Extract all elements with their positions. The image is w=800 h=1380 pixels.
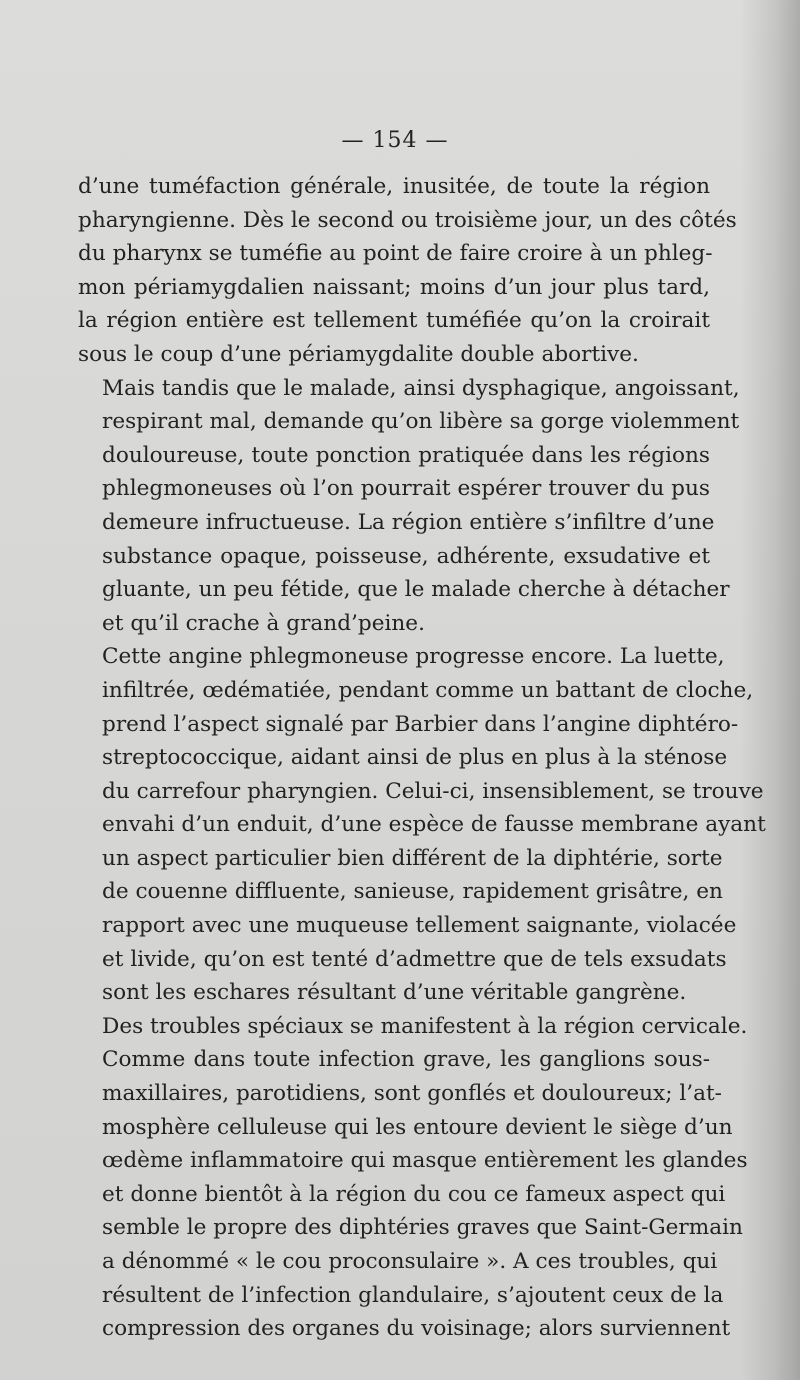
text-line: la région entière est tellement tuméfiée qu’on la croirait bbox=[78, 308, 710, 334]
body-text bbox=[78, 170, 766, 1346]
text-line: du carrefour pharyngien. Celui-ci, insensiblement, se trouve bbox=[102, 778, 764, 804]
paragraph-3 bbox=[78, 640, 766, 1010]
text-line: demeure infructueuse. La région entière s’infiltre d’une bbox=[102, 509, 715, 535]
text-line: du pharynx se tuméfie au point de faire croire à un phleg- bbox=[78, 241, 713, 267]
paragraph-4 bbox=[78, 1010, 748, 1346]
text-line: et livide, qu’on est tenté d’admettre que de tels exsudats bbox=[102, 946, 727, 972]
text-line: prend l’aspect signalé par Barbier dans l’angine diphtéro- bbox=[102, 711, 739, 737]
text-line: phlegmoneuses où l’on pourrait espérer trouver du pus bbox=[102, 476, 710, 502]
text-line: semble le propre des diphtéries graves que Saint-Germain bbox=[102, 1215, 743, 1241]
text-line: douloureuse, toute ponction pratiquée dans les régions bbox=[102, 442, 710, 468]
text-line: et qu’il crache à grand’peine. bbox=[102, 610, 425, 636]
text-line: et donne bientôt à la région du cou ce fameux aspect qui bbox=[102, 1181, 726, 1207]
text-line: substance opaque, poisseuse, adhérente, exsudative et bbox=[102, 543, 710, 569]
text-line: mosphère celluleuse qui les entoure devient le siège d’un bbox=[102, 1114, 733, 1140]
text-line: de couenne diffluente, sanieuse, rapidement grisâtre, en bbox=[102, 879, 723, 905]
text-line: Des troubles spéciaux se manifestent à la région cervicale. bbox=[102, 1013, 748, 1039]
text-line: respirant mal, demande qu’on libère sa gorge violemment bbox=[102, 409, 740, 435]
text-line: rapport avec une muqueuse tellement saignante, violacée bbox=[102, 913, 737, 939]
paragraph-1 bbox=[78, 170, 737, 372]
text-line: infiltrée, œdématiée, pendant comme un battant de cloche, bbox=[102, 677, 754, 703]
text-line: résultent de l’infection glandulaire, s’ajoutent ceux de la bbox=[102, 1282, 724, 1308]
text-line: un aspect particulier bien différent de la diphtérie, sorte bbox=[102, 845, 723, 871]
text-line: sont les eschares résultant d’une véritable gangrène. bbox=[102, 980, 687, 1006]
text-line: sous le coup d’une périamygdalite double abortive. bbox=[78, 341, 639, 367]
text-line: Comme dans toute infection grave, les ganglions sous- bbox=[102, 1047, 710, 1073]
text-line: streptococcique, aidant ainsi de plus en plus à la sténose bbox=[102, 745, 728, 771]
paragraph-2 bbox=[78, 372, 740, 641]
text-line: pharyngienne. Dès le second ou troisième jour, un des côtés bbox=[78, 207, 737, 233]
text-line: d’une tuméfaction générale, inusitée, de toute la région bbox=[78, 174, 710, 199]
text-line: maxillaires, parotidiens, sont gonflés et douloureux; l’at- bbox=[102, 1081, 722, 1107]
text-line: œdème inflammatoire qui masque entièrement les glandes bbox=[102, 1148, 748, 1174]
text-line: Mais tandis que le malade, ainsi dysphagique, angoissant, bbox=[102, 375, 740, 401]
text-line: compression des organes du voisinage; alors surviennent bbox=[102, 1316, 731, 1342]
text-line: a dénommé « le cou proconsulaire ». A ces troubles, qui bbox=[102, 1249, 718, 1274]
text-line: mon périamygdalien naissant; moins d’un jour plus tard, bbox=[78, 274, 710, 300]
text-line: envahi d’un enduit, d’une espèce de fausse membrane ayant bbox=[102, 812, 766, 838]
page-number: — 154 — bbox=[341, 128, 449, 153]
text-line: gluante, un peu fétide, que le malade cherche à détacher bbox=[102, 577, 730, 603]
text-line: Cette angine phlegmoneuse progresse encore. La luette, bbox=[102, 644, 725, 670]
